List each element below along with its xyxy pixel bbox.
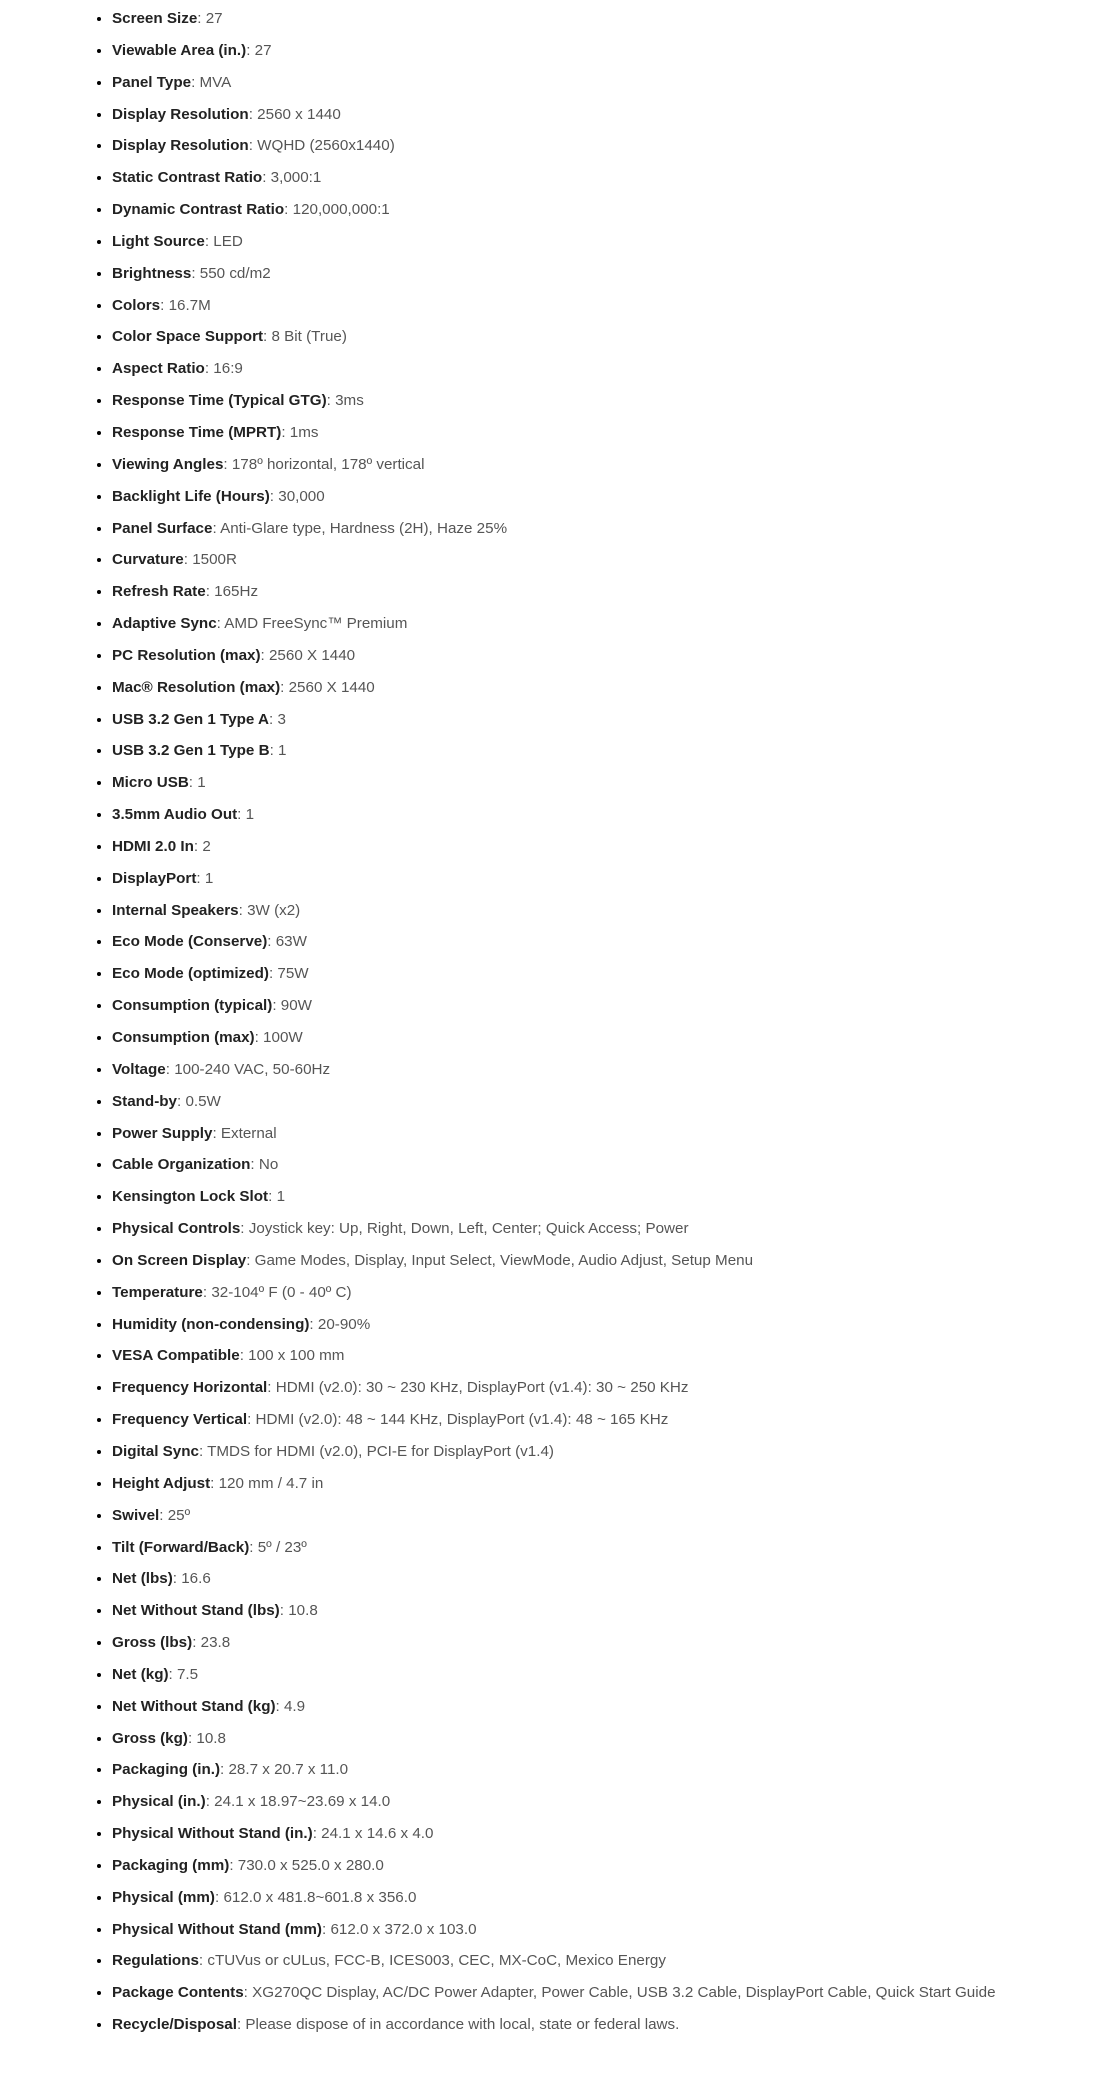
spec-label: DisplayPort xyxy=(112,869,197,887)
spec-label: On Screen Display xyxy=(112,1251,247,1269)
spec-value: 3,000:1 xyxy=(270,169,322,187)
spec-label: Package Contents xyxy=(112,1984,244,2002)
spec-value: 1 xyxy=(245,806,255,824)
spec-value: 3W (x2) xyxy=(247,901,301,919)
spec-value: 28.7 x 20.7 x 11.0 xyxy=(228,1761,349,1779)
spec-item xyxy=(112,454,1072,486)
spec-value: 2 xyxy=(202,837,211,855)
spec-label: Regulations xyxy=(112,1952,199,1970)
spec-value: Game Modes, Display, Input Select, ViewMode, Audio Adjust, Setup Menu xyxy=(254,1251,754,1269)
spec-value: 730.0 x 525.0 x 280.0 xyxy=(237,1856,384,1874)
spec-item xyxy=(112,772,1072,804)
spec-value: 16.6 xyxy=(181,1570,211,1588)
spec-value: 24.1 x 14.6 x 4.0 xyxy=(321,1825,434,1843)
spec-value: 27 xyxy=(205,10,223,27)
spec-label: Height Adjust xyxy=(112,1474,211,1492)
spec-value: 612.0 x 372.0 x 103.0 xyxy=(330,1920,477,1938)
spec-value: 16.7M xyxy=(168,296,211,314)
spec-separator: : xyxy=(204,360,214,378)
spec-label: Static Contrast Ratio xyxy=(112,169,263,187)
spec-item xyxy=(112,1505,1072,1537)
spec-item xyxy=(112,1823,1072,1855)
spec-label: Temperature xyxy=(112,1283,203,1301)
spec-label: Physical Without Stand (in.) xyxy=(112,1825,313,1843)
spec-label: Consumption (max) xyxy=(112,1029,255,1046)
spec-label: VESA Compatible xyxy=(112,1347,240,1365)
spec-separator: : xyxy=(268,1188,277,1206)
spec-item xyxy=(112,868,1072,900)
spec-separator: : xyxy=(326,392,336,410)
spec-item xyxy=(112,677,1072,709)
spec-label: Stand-by xyxy=(112,1092,177,1110)
spec-value: AMD FreeSync™ Premium xyxy=(224,615,408,633)
spec-label: Gross (lbs) xyxy=(112,1634,193,1652)
spec-label: Packaging (in.) xyxy=(112,1761,221,1779)
spec-item xyxy=(112,900,1072,932)
spec-separator: : xyxy=(269,487,279,505)
spec-label: Colors xyxy=(112,296,161,314)
spec-separator: : xyxy=(204,232,214,250)
spec-label: Viewable Area (in.) xyxy=(112,41,247,59)
spec-value: 1 xyxy=(204,869,214,887)
spec-separator: : xyxy=(205,583,215,601)
spec-separator: : xyxy=(229,1856,238,1874)
spec-separator: : xyxy=(284,201,293,219)
spec-separator: : xyxy=(312,1825,322,1843)
spec-item xyxy=(112,40,1072,72)
spec-value: 1 xyxy=(276,1188,286,1206)
spec-separator: : xyxy=(197,10,206,27)
spec-item xyxy=(112,1059,1072,1091)
spec-item xyxy=(112,1887,1072,1919)
spec-label: Mac® Resolution (max) xyxy=(112,678,281,696)
spec-value: XG270QC Display, AC/DC Power Adapter, Power Cable, USB 3.2 Cable, DisplayPort Cable, Quick Start Guide xyxy=(252,1984,996,2002)
spec-separator: : xyxy=(239,1347,249,1365)
spec-separator: : xyxy=(272,997,281,1015)
spec-separator: : xyxy=(188,774,198,792)
spec-label: 3.5mm Audio Out xyxy=(112,806,238,824)
spec-separator: : xyxy=(263,328,272,346)
spec-value: 10.8 xyxy=(196,1729,226,1747)
spec-separator: : xyxy=(279,1602,289,1620)
spec-value: 0.5W xyxy=(185,1092,221,1110)
spec-value: 550 cd/m2 xyxy=(199,264,271,282)
spec-value: 1 xyxy=(197,774,206,792)
spec-label: Swivel xyxy=(112,1506,160,1524)
spec-separator: : xyxy=(250,1156,259,1174)
spec-label: USB 3.2 Gen 1 Type B xyxy=(112,742,270,760)
spec-value: 7.5 xyxy=(176,1665,199,1683)
spec-value: External xyxy=(220,1124,277,1142)
spec-item xyxy=(112,1537,1072,1569)
spec-separator: : xyxy=(243,1984,253,2002)
spec-item xyxy=(112,135,1072,167)
spec-value: 120 mm / 4.7 in xyxy=(218,1474,324,1492)
spec-value: 10.8 xyxy=(288,1602,318,1620)
spec-item xyxy=(112,836,1072,868)
spec-item xyxy=(112,1982,1072,2014)
spec-value: 23.8 xyxy=(200,1634,231,1652)
spec-value: 3ms xyxy=(335,392,364,410)
spec-value: 2560 x 1440 xyxy=(257,105,341,123)
spec-value: 612.0 x 481.8~601.8 x 356.0 xyxy=(223,1888,417,1906)
spec-value: 5º / 23º xyxy=(257,1538,307,1556)
spec-item xyxy=(112,709,1072,741)
spec-value: Joystick key: Up, Right, Down, Left, Center; Quick Access; Power xyxy=(248,1220,689,1238)
spec-item xyxy=(112,1409,1072,1441)
spec-label: HDMI 2.0 In xyxy=(112,837,194,855)
spec-item xyxy=(112,1728,1072,1760)
spec-label: Viewing Angles xyxy=(112,455,224,473)
spec-value: 75W xyxy=(277,965,309,983)
spec-value: 16:9 xyxy=(213,360,243,378)
spec-value: HDMI (v2.0): 48 ~ 144 KHz, DisplayPort (v1.4): 48 ~ 165 KHz xyxy=(255,1411,669,1429)
spec-value: cTUVus or cULus, FCC-B, ICES003, CEC, MX-CoC, Mexico Energy xyxy=(207,1952,666,1970)
spec-label: Micro USB xyxy=(112,774,189,792)
spec-label: Net Without Stand (lbs) xyxy=(112,1602,280,1620)
spec-value: 1 xyxy=(278,742,287,760)
spec-separator: : xyxy=(267,933,276,951)
spec-label: Refresh Rate xyxy=(112,583,206,601)
spec-label: Eco Mode (optimized) xyxy=(112,965,269,983)
spec-value: 4.9 xyxy=(283,1697,306,1715)
spec-label: Curvature xyxy=(112,551,184,569)
spec-separator: : xyxy=(280,678,289,696)
spec-separator: : xyxy=(193,837,203,855)
spec-value: 165Hz xyxy=(214,583,259,601)
spec-value: 100-240 VAC, 50-60Hz xyxy=(174,1060,331,1078)
spec-label: Frequency Horizontal xyxy=(112,1379,268,1397)
spec-label: Physical Controls xyxy=(112,1220,241,1238)
spec-label: Physical (in.) xyxy=(112,1793,206,1811)
spec-label: Response Time (MPRT) xyxy=(112,423,282,441)
spec-item xyxy=(112,1696,1072,1728)
spec-item xyxy=(112,1600,1072,1632)
spec-separator: : xyxy=(202,1283,212,1301)
spec-item xyxy=(112,1473,1072,1505)
spec-separator: : xyxy=(249,1538,258,1556)
spec-item xyxy=(112,804,1072,836)
spec-value: No xyxy=(258,1156,279,1174)
spec-separator: : xyxy=(192,1634,201,1652)
spec-separator: : xyxy=(262,169,271,187)
spec-label: Brightness xyxy=(112,264,192,282)
spec-separator: : xyxy=(269,742,279,760)
spec-label: Internal Speakers xyxy=(112,901,239,919)
spec-value: 1500R xyxy=(192,551,237,569)
spec-value: 3 xyxy=(277,710,286,728)
spec-item xyxy=(112,1791,1072,1823)
spec-item xyxy=(112,263,1072,295)
spec-item xyxy=(112,2014,1072,2046)
spec-separator: : xyxy=(191,264,200,282)
spec-value: 8 Bit (True) xyxy=(271,328,347,346)
spec-separator: : xyxy=(198,1952,208,1970)
spec-value: 100 x 100 mm xyxy=(248,1347,345,1365)
spec-separator: : xyxy=(267,1379,276,1397)
spec-item xyxy=(112,1759,1072,1791)
spec-value: 63W xyxy=(275,933,307,951)
spec-separator: : xyxy=(187,1729,197,1747)
spec-separator: : xyxy=(247,1411,256,1429)
spec-item xyxy=(112,1091,1072,1123)
spec-separator: : xyxy=(238,901,248,919)
spec-separator: : xyxy=(183,551,193,569)
spec-separator: : xyxy=(246,41,255,59)
spec-item xyxy=(112,995,1072,1027)
spec-label: Dynamic Contrast Ratio xyxy=(112,201,285,219)
spec-value: 24.1 x 18.97~23.69 x 14.0 xyxy=(214,1793,391,1811)
spec-item xyxy=(112,1186,1072,1218)
spec-label: Packaging (mm) xyxy=(112,1856,230,1874)
spec-label: Panel Surface xyxy=(112,519,213,537)
spec-label: Physical Without Stand (mm) xyxy=(112,1920,322,1938)
spec-item xyxy=(112,740,1072,772)
spec-label: Consumption (typical) xyxy=(112,997,273,1015)
spec-item xyxy=(112,326,1072,358)
spec-label: Aspect Ratio xyxy=(112,360,205,378)
spec-separator: : xyxy=(309,1315,318,1333)
spec-item xyxy=(112,1632,1072,1664)
spec-value: LED xyxy=(213,232,243,250)
spec-value: 90W xyxy=(280,997,312,1015)
spec-item xyxy=(112,167,1072,199)
spec-item xyxy=(112,645,1072,677)
spec-separator: : xyxy=(281,423,290,441)
spec-label: Net Without Stand (kg) xyxy=(112,1697,276,1715)
spec-value: 2560 X 1440 xyxy=(288,678,375,696)
spec-separator: : xyxy=(210,1474,219,1492)
spec-label: Backlight Life (Hours) xyxy=(112,487,270,505)
spec-label: USB 3.2 Gen 1 Type A xyxy=(112,710,269,728)
spec-item xyxy=(112,486,1072,518)
spec-item xyxy=(112,1377,1072,1409)
spec-separator: : xyxy=(268,965,278,983)
spec-label: Physical (mm) xyxy=(112,1888,215,1906)
spec-separator: : xyxy=(214,1888,224,1906)
spec-separator: : xyxy=(321,1920,331,1938)
spec-separator: : xyxy=(160,296,169,314)
spec-item xyxy=(112,518,1072,550)
spec-item xyxy=(112,231,1072,263)
spec-separator: : xyxy=(168,1665,177,1683)
spec-value: 20-90% xyxy=(317,1315,371,1333)
spec-item xyxy=(112,8,1072,40)
spec-item xyxy=(112,1345,1072,1377)
spec-item xyxy=(112,613,1072,645)
spec-label: Color Space Support xyxy=(112,328,264,346)
spec-separator: : xyxy=(237,806,246,824)
spec-separator: : xyxy=(205,1793,215,1811)
spec-item xyxy=(112,1441,1072,1473)
spec-item xyxy=(112,422,1072,454)
spec-separator: : xyxy=(248,105,258,123)
spec-item xyxy=(112,931,1072,963)
spec-item xyxy=(112,1027,1072,1059)
spec-label: Screen Size xyxy=(112,10,198,27)
spec-label: Net (kg) xyxy=(112,1665,169,1683)
spec-value: Anti-Glare type, Hardness (2H), Haze 25% xyxy=(220,519,508,537)
spec-label: Adaptive Sync xyxy=(112,615,217,633)
spec-item xyxy=(112,199,1072,231)
spec-value: HDMI (v2.0): 30 ~ 230 KHz, DisplayPort (v1.4): 30 ~ 250 KHz xyxy=(275,1379,689,1397)
spec-value: WQHD (2560x1440) xyxy=(257,137,395,155)
spec-item xyxy=(112,1123,1072,1155)
spec-separator: : xyxy=(268,710,278,728)
spec-label: Kensington Lock Slot xyxy=(112,1188,269,1206)
spec-value: TMDS for HDMI (v2.0), PCI-E for DisplayPort (v1.4) xyxy=(207,1442,554,1460)
spec-value: 120,000,000:1 xyxy=(292,201,390,219)
spec-value: Please dispose of in accordance with local, state or federal laws. xyxy=(245,2016,680,2034)
spec-label: Response Time (Typical GTG) xyxy=(112,392,327,410)
spec-value: 27 xyxy=(254,41,272,59)
spec-item xyxy=(112,1568,1072,1600)
spec-value: 2560 X 1440 xyxy=(268,646,356,664)
spec-value: 30,000 xyxy=(278,487,325,505)
spec-separator: : xyxy=(196,869,205,887)
spec-separator: : xyxy=(172,1570,182,1588)
spec-separator: : xyxy=(275,1697,284,1715)
spec-separator: : xyxy=(240,1220,249,1238)
spec-value: 1ms xyxy=(289,423,319,441)
spec-item xyxy=(112,1282,1072,1314)
spec-list xyxy=(0,8,1072,2046)
spec-separator: : xyxy=(198,1442,208,1460)
spec-value: 25º xyxy=(167,1506,191,1524)
spec-label: Recycle/Disposal xyxy=(112,2016,237,2034)
spec-label: Frequency Vertical xyxy=(112,1411,248,1429)
spec-value: MVA xyxy=(199,73,232,91)
spec-separator: : xyxy=(176,1092,186,1110)
spec-separator: : xyxy=(223,455,232,473)
spec-item xyxy=(112,1154,1072,1186)
spec-label: PC Resolution (max) xyxy=(112,646,261,664)
spec-item xyxy=(112,1218,1072,1250)
spec-item xyxy=(112,295,1072,327)
spec-separator: : xyxy=(165,1060,175,1078)
spec-separator: : xyxy=(216,615,225,633)
spec-label: Display Resolution xyxy=(112,137,249,155)
spec-label: Power Supply xyxy=(112,1124,213,1142)
spec-item xyxy=(112,104,1072,136)
spec-label: Digital Sync xyxy=(112,1442,199,1460)
spec-label: Eco Mode (Conserve) xyxy=(112,933,268,951)
spec-value: 100W xyxy=(263,1029,303,1046)
spec-separator: : xyxy=(212,519,221,537)
spec-item xyxy=(112,1664,1072,1696)
spec-item xyxy=(112,390,1072,422)
spec-item xyxy=(112,72,1072,104)
spec-item xyxy=(112,1250,1072,1282)
spec-label: Tilt (Forward/Back) xyxy=(112,1538,250,1556)
spec-item xyxy=(112,1855,1072,1887)
spec-label: Panel Type xyxy=(112,73,192,91)
spec-label: Cable Organization xyxy=(112,1156,251,1174)
spec-item xyxy=(112,549,1072,581)
spec-value: 32-104º F (0 - 40º C) xyxy=(211,1283,352,1301)
spec-separator: : xyxy=(248,137,258,155)
spec-item xyxy=(112,1919,1072,1951)
spec-separator: : xyxy=(212,1124,221,1142)
spec-item xyxy=(112,1314,1072,1346)
spec-label: Net (lbs) xyxy=(112,1570,173,1588)
spec-item xyxy=(112,1950,1072,1982)
spec-item xyxy=(112,963,1072,995)
spec-item xyxy=(112,581,1072,613)
spec-separator: : xyxy=(246,1251,255,1269)
spec-separator: : xyxy=(191,73,200,91)
spec-value: 178º horizontal, 178º vertical xyxy=(231,455,425,473)
spec-separator: : xyxy=(254,1029,264,1046)
spec-separator: : xyxy=(260,646,269,664)
spec-separator: : xyxy=(220,1761,229,1779)
spec-item xyxy=(112,358,1072,390)
spec-separator: : xyxy=(159,1506,168,1524)
spec-label: Gross (kg) xyxy=(112,1729,188,1747)
spec-label: Voltage xyxy=(112,1060,166,1078)
spec-label: Humidity (non-condensing) xyxy=(112,1315,310,1333)
spec-label: Display Resolution xyxy=(112,105,249,123)
spec-separator: : xyxy=(236,2016,246,2034)
spec-label: Light Source xyxy=(112,232,205,250)
